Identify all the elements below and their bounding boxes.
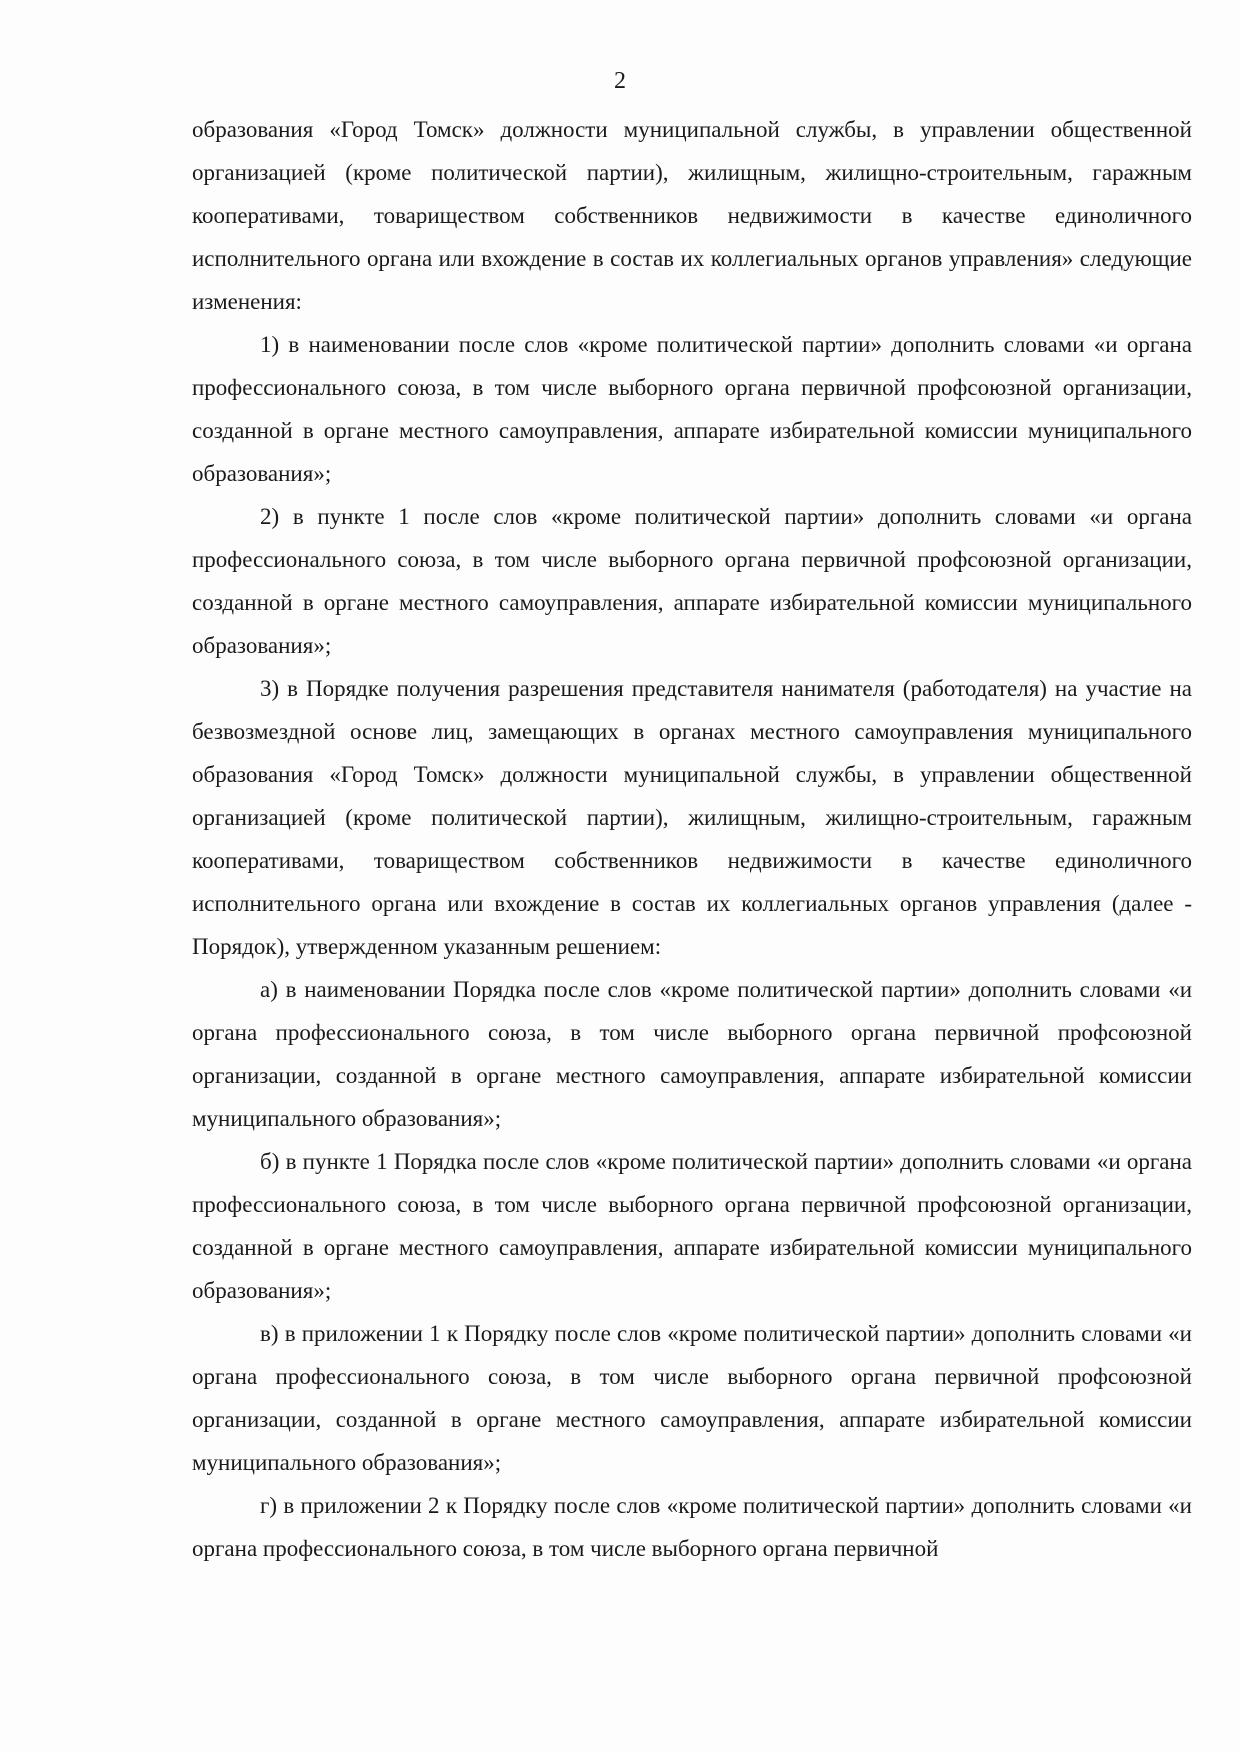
paragraph-item-1: 1) в наименовании после слов «кроме политической партии» дополнить словами «и органа профессионального союза, в том числе выборного органа первичной профсоюзной организации, созданной в органе местного самоуправления, аппарате избирательной комиссии муниципального образования»; [192,332,1192,486]
document-body [192,108,1192,1570]
paragraph-item-3: 3) в Порядке получения разрешения представителя нанимателя (работодателя) на участие на безвозмездной основе лиц, замещающих в органах местного самоуправления муниципального образования «Город Томск» должности муниципальной службы, в управлении общественной организацией (кроме политической партии), жилищным, жилищно-строительным, гаражным кооперативами, товариществом собственников недвижимости в качестве единоличного исполнительного органа или вхождение в состав их коллегиальных органов управления (далее - Порядок), утвержденном указанным решением: [192,676,1192,959]
paragraph-subitem-g: г) в приложении 2 к Порядку после слов «кроме политической партии» дополнить словами «и органа профессионального союза, в том числе выборного органа первичной [192,1493,1192,1561]
page-number: 2 [614,68,626,94]
paragraph-continuation: образования «Город Томск» должности муниципальной службы, в управлении общественной организацией (кроме политической партии), жилищным, жилищно-строительным, гаражным кооперативами, товариществом собственников недвижимости в качестве единоличного исполнительного органа или вхождение в состав их коллегиальных органов управления» следующие изменения: [192,117,1192,314]
paragraph-subitem-a: а) в наименовании Порядка после слов «кроме политической партии» дополнить словами «и органа профессионального союза, в том числе выборного органа первичной профсоюзной организации, созданной в органе местного самоуправления, аппарате избирательной комиссии муниципального образования»; [192,977,1192,1131]
paragraph-subitem-b: б) в пункте 1 Порядка после слов «кроме политической партии» дополнить словами «и органа профессионального союза, в том числе выборного органа первичной профсоюзной организации, созданной в органе местного самоуправления, аппарате избирательной комиссии муниципального образования»; [192,1149,1192,1303]
paragraph-subitem-v: в) в приложении 1 к Порядку после слов «кроме политической партии» дополнить словами «и органа профессионального союза, в том числе выборного органа первичной профсоюзной организации, созданной в органе местного самоуправления, аппарате избирательной комиссии муниципального образования»; [192,1321,1192,1475]
paragraph-item-2: 2) в пункте 1 после слов «кроме политической партии» дополнить словами «и органа профессионального союза, в том числе выборного органа первичной профсоюзной организации, созданной в органе местного самоуправления, аппарате избирательной комиссии муниципального образования»; [192,504,1192,658]
